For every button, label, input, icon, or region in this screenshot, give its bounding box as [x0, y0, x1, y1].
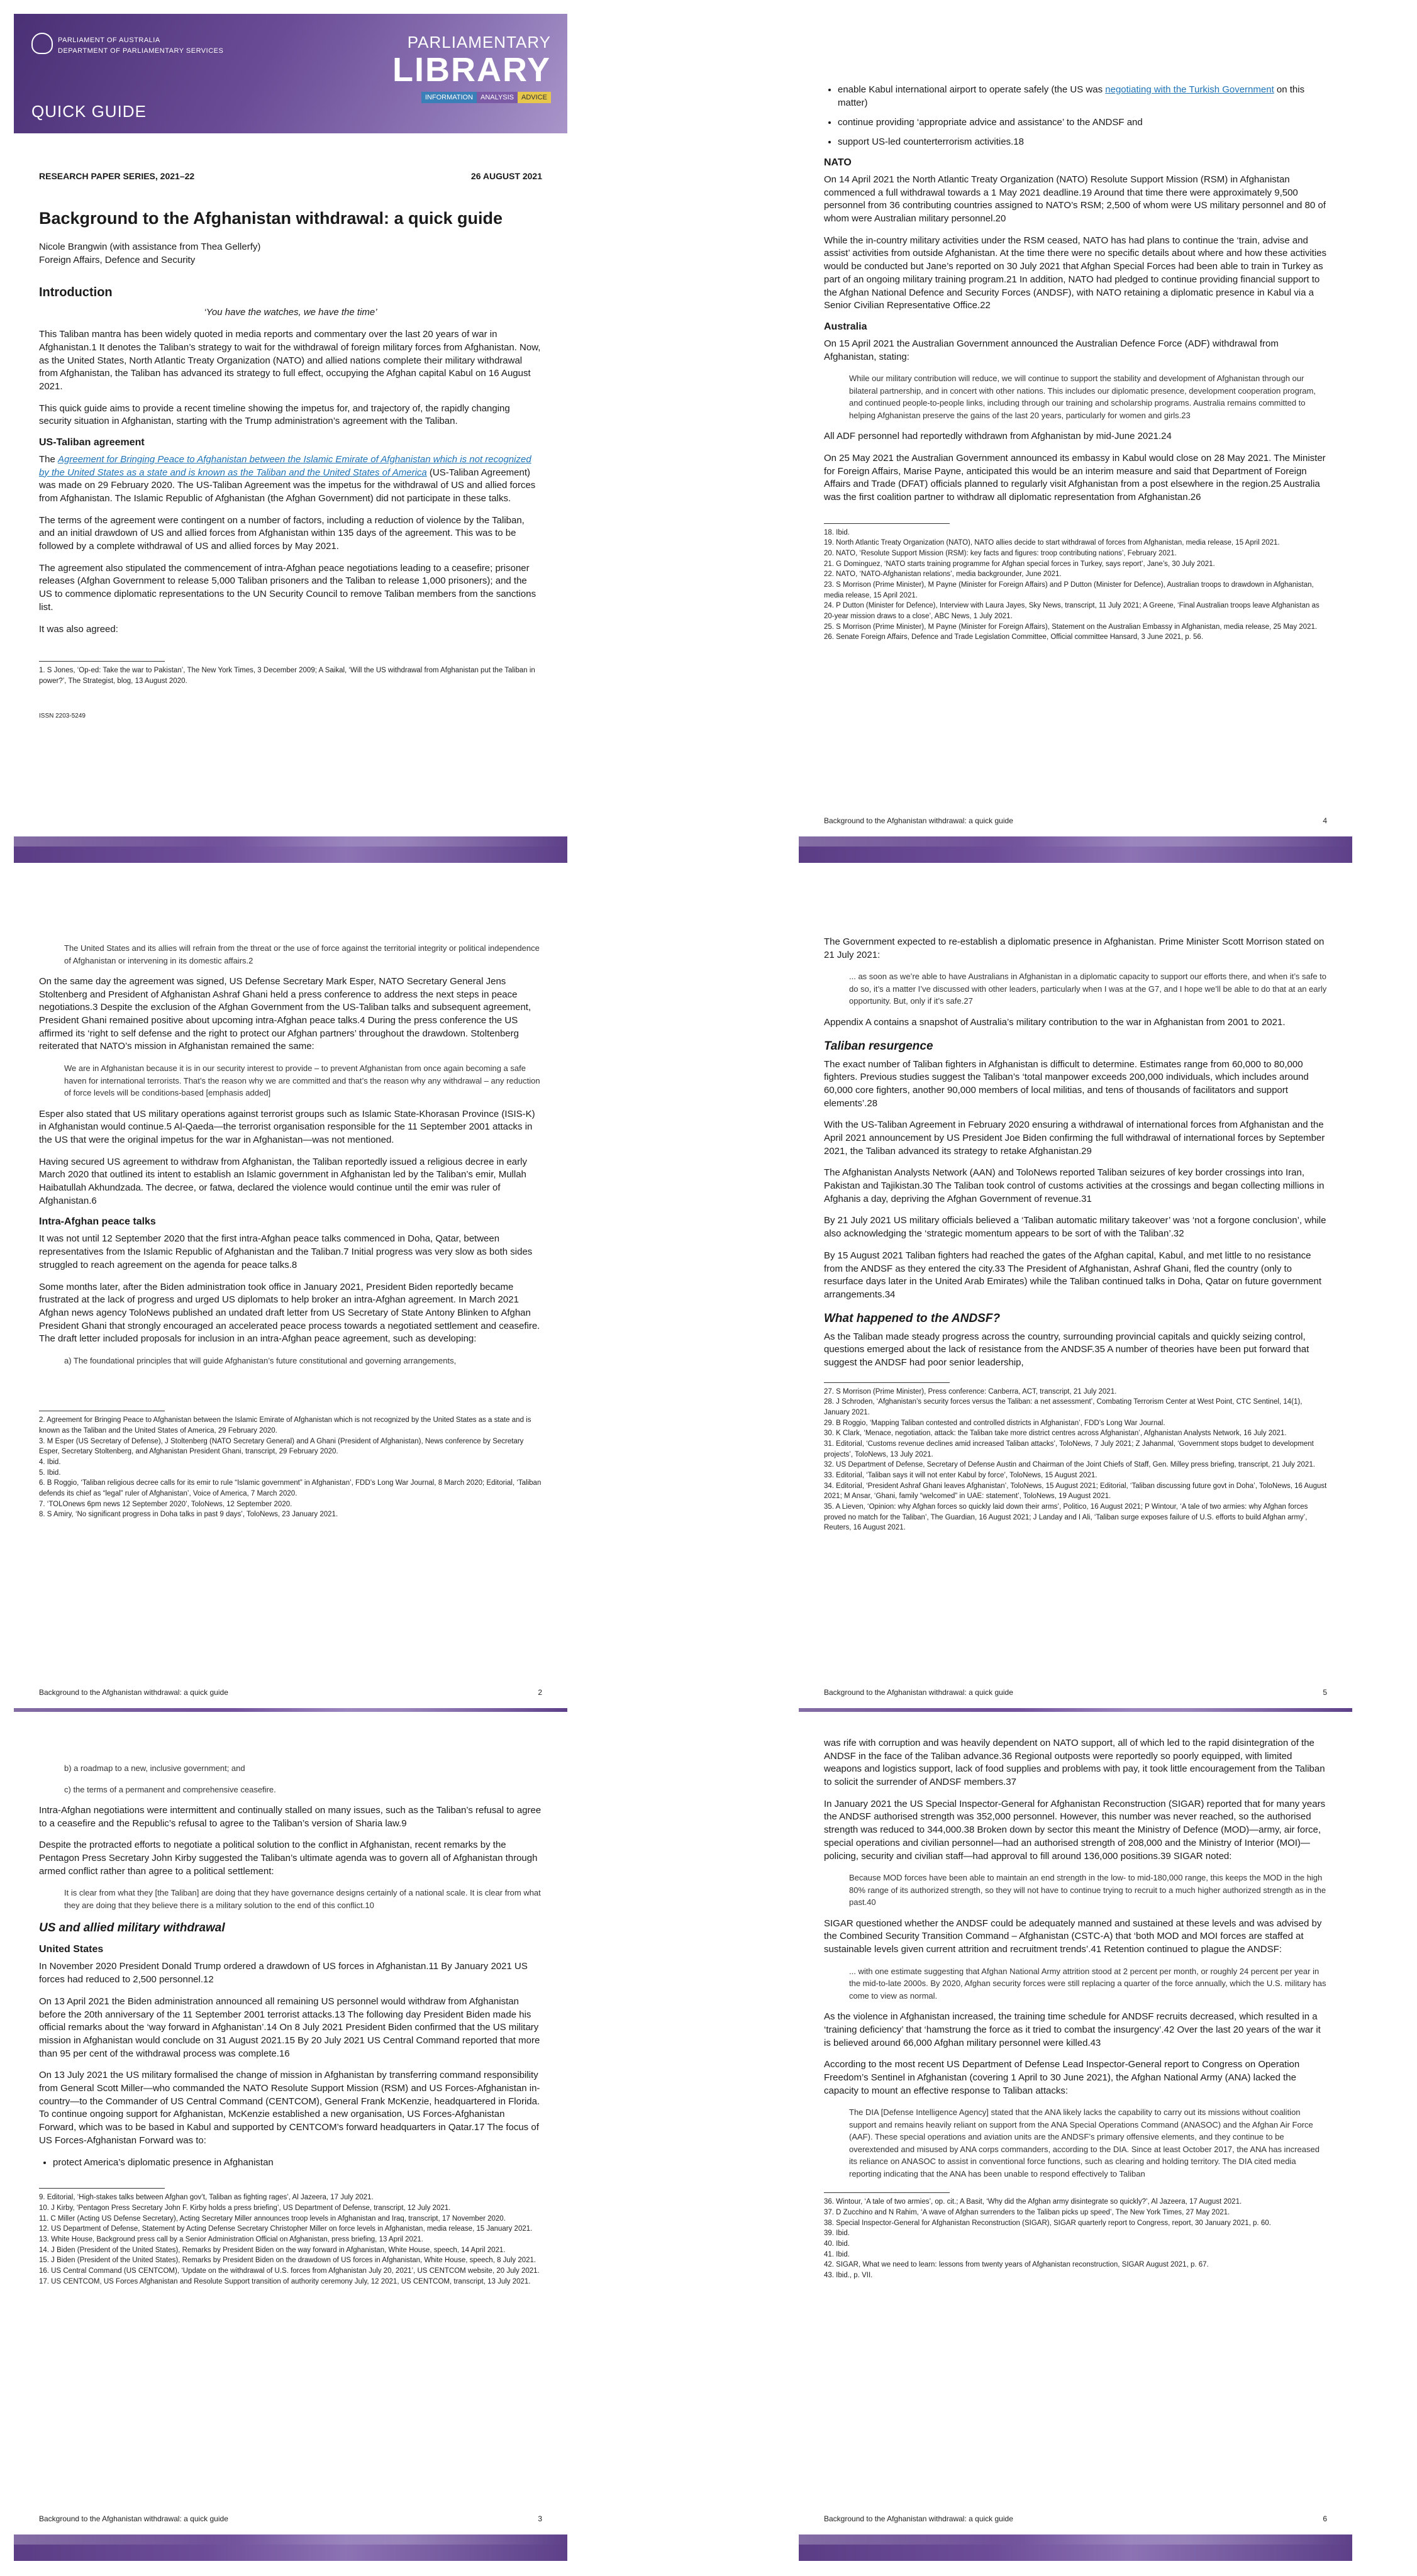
paragraph: By 21 July 2021 US military officials believed a ‘Taliban automatic military takeover’ was ‘not a forgone conclusion’, while also acknowledging the ‘strategic momentum appears to be sort of with the Taliban’.32: [824, 1215, 1326, 1240]
list-item: [838, 83, 1327, 109]
footnote: 17. US CENTCOM, US Forces Afghanistan and Resolute Support transition of authority ceremony July, 12 2021, US CENTCOM, transcript, 13 July 2021.: [39, 2277, 531, 2285]
page-2: [14, 886, 567, 1735]
block-quote: We are in Afghanistan because it is in our security interest to provide – to prevent Afghanistan from once again becoming a safe haven for international terrorists. That’s the reason why we are committed and that’s the reason why any withdrawal – any reduction of force levels will be conditions-based [emphasis added]: [64, 1063, 540, 1098]
paragraph: The Afghanistan Analysts Network (AAN) and ToloNews reported Taliban seizures of key border crossings into Iran, Pakistan and Tajikistan.30 The Taliban took control of customs activities at the crossings and began collecting millions in Afghanis a day, depriving the Afghan Government of revenue.31: [824, 1167, 1325, 1204]
paragraph: By 15 August 2021 Taliban fighters had reached the gates of the Afghan capital, Kabul, and met little to no resistance from the ANDSF as they entered the city.33 The President of Afghanistan, Ashraf Ghani, fled the country (only to resurface days later in the United Arab Emirates) while the Taliban continued talks in Doha, Qatar on future government arrangements.34: [824, 1250, 1321, 1300]
footnote: 18. Ibid.: [824, 528, 850, 536]
section-name: Foreign Affairs, Defence and Security: [39, 254, 196, 265]
block-quote: The United States and its allies will refrain from the threat or the use of force against the territorial integrity or political independence of Afghanistan or intervening in its domestic affairs.2: [64, 943, 540, 965]
footnote: 7. ‘TOLOnews 6pm news 12 September 2020’, ToloNews, 12 September 2020.: [39, 1500, 292, 1508]
paragraph: This quick guide aims to provide a recent timeline showing the impetus for, and trajectory of, the rapidly changing security situation in Afghanistan, starting with the Trump administration’s agreement with the Taliban.: [39, 402, 510, 427]
paragraph: In January 2021 the US Special Inspector-General for Afghanistan Reconstruction (SIGAR) reported that for many years the ANDSF authorised strength was 352,000 personnel. However, this number was never reached, so the authorised strength was reduced to 344,000.38 Broken down by sector this meant the Ministry of Defence (MOD)—army, air force, special operations and civilian personnel—had an authorised strength of 208,000 and the Ministry of Interior (MOI)—policing, security and civilian staff—had approval to fill around 136,000 positions.39 SIGAR noted:: [824, 1798, 1326, 1862]
page-6: [799, 1712, 1352, 2561]
meta-row: [39, 171, 542, 181]
paragraph: On 25 May 2021 the Australian Government announced its embassy in Kabul would close on 28 May 2021. The Minister for Foreign Affairs, Marise Payne, anticipated this would be an interim measure and said that Department of Foreign Affairs and Trade (DFAT) officials planned to regularly visit Afghanistan from a post elsewhere in the region.25 Australia was the first coalition partner to withdraw all diplomatic representation from Afghanistan.26: [824, 452, 1326, 502]
block-quote: ... with one estimate suggesting that Afghan National Army attrition stood at 2 percent per month, or roughly 24 percent per year in the mid-to-late 2000s. By 2020, Afghan security forces were still replacing a quarter of the force annually, which the U.S. military has come to view as normal.: [849, 1966, 1326, 2001]
footnote-rule: [824, 523, 950, 524]
footnote: 2. Agreement for Bringing Peace to Afghanistan between the Islamic Emirate of Afghanistan which is not recognized by the United States as a state and is known as the Taliban and the United States of America, 29 February 2020.: [39, 1416, 531, 1435]
footnote: 30. K Clark, ‘Menace, negotiation, attack: the Taliban take more district centres across Afghanistan’, Afghanistan Analysts Network, 16 July 2021.: [824, 1430, 1287, 1438]
footnote: 25. S Morrison (Prime Minister), M Payne (Minister for Foreign Affairs), Statement on the Australian Embassy in Afghanistan, media release, 25 May 2021.: [824, 623, 1318, 631]
list-item: • continue providing ‘appropriate advice and assistance’ to the ANDSF and: [838, 116, 1327, 129]
block-quote: The DIA [Defense Intelligence Agency] stated that the ANA likely lacks the capability to carry out its missions without coalition support and remains heavily reliant on support from the ANA Special Operations Command (ANASOC) and the Afghan Air Force (AAF). These special operations and aviation units are the ANDSF’s primary offensive elements, and they continue to be overextended and misused by ANA corps commanders, according to the DIA. Since at least October 2017, the ANA has increased its reliance on ANASOC to assist in conventional force functions, such as clearing and holding territory. The DIA cited media reporting indicating that the ANA has been unable to respond effectively to Taliban: [849, 2107, 1320, 2179]
paragraph: All ADF personnel had reportedly withdrawn from Afghanistan by mid-June 2021.24: [824, 431, 1172, 442]
footnote: 39. Ibid.: [824, 2229, 850, 2238]
paragraph: As the violence in Afghanistan increased, the training time schedule for ANDSF recruits decreased, which resulted in a ‘training deficiency’ that ‘hamstrung the force as it tried to combat the insurgency’.42 Over the last 20 years of the war it is believed around 66,000 Afghan military personnel were killed.43: [824, 2011, 1321, 2048]
page-4: [799, 14, 1352, 863]
list-item: b) a roadmap to a new, inclusive government; and: [64, 1763, 245, 1773]
page-number: 5: [1323, 1688, 1327, 1697]
footnote: 23. S Morrison (Prime Minister), M Payne (Minister for Foreign Affairs) and P Dutton (Minister for Defence), Australian troops to drawdown in Afghanistan, media release, 15 April 2021.: [824, 581, 1314, 599]
footnote: 26. Senate Foreign Affairs, Defence and Trade Legislation Committee, Official committee Hansard, 3 June 2021, p. 56.: [824, 633, 1204, 641]
footnote: 5. Ibid.: [39, 1468, 61, 1477]
paragraph: SIGAR questioned whether the ANDSF could be adequately manned and sustained at these levels and was advised by the Combined Security Transition Command – Afghanistan (CSTC-A) that ‘both MOD and MOI forces are staffed at sustainable levels given current attrition and recruitment trends’.41 Retention continued to plague the ANDSF:: [824, 1918, 1322, 1955]
page-number: 2: [538, 1688, 542, 1697]
heading-introduction: Introduction: [39, 286, 113, 300]
heading-australia: Australia: [824, 321, 867, 332]
heading-united-states: United States: [39, 1944, 104, 1955]
footer-title: Background to the Afghanistan withdrawal: a quick guide: [39, 1688, 228, 1697]
footer-band: [799, 2534, 1352, 2561]
heading-taliban-resurgence: Taliban resurgence: [824, 1039, 933, 1053]
footer-band: [14, 2534, 567, 2561]
footnotes: [39, 2192, 542, 2287]
footnote: 33. Editorial, ‘Taliban says it will not enter Kabul by force’, ToloNews, 15 August 2021.: [824, 1472, 1097, 1479]
turkish-government-link[interactable]: negotiating with the Turkish Government: [1105, 84, 1274, 95]
paragraph: Esper also stated that US military operations against terrorist groups such as Islamic State-Khorasan Province (ISIS-K) in Afghanistan would continue.5 Al-Qaeda—the terrorist organisation responsible for the 11 September 2001 attacks in the US that were the original impetus for the war in Afghanistan—was not mentioned.: [39, 1108, 535, 1145]
page-footer: [39, 2514, 542, 2523]
footer-band: [14, 836, 567, 863]
tag-advice: ADVICE: [518, 92, 551, 103]
heading-us-taliban-agreement: US-Taliban agreement: [39, 436, 145, 448]
footnote: 42. SIGAR, What we need to learn: lessons from twenty years of Afghanistan reconstruction, SIGAR August 2021, p. 67.: [824, 2261, 1209, 2269]
paragraph: Intra-Afghan negotiations were intermittent and continually stalled on many issues, such as the Taliban’s refusal to agree to a ceasefire and the Republic’s refusal to agree to the Taliban’s version of Sharia law.9: [39, 1805, 542, 1829]
paragraph: It was not until 12 September 2020 that the first intra-Afghan peace talks commenced in Doha, Qatar, between representatives from the Islamic Republic of Afghanistan and the Taliban.7 Initial progress was very slow as both sides struggled to reach agreement on the agenda for peace talks.8: [39, 1233, 533, 1270]
footnote: 35. A Lieven, ‘Opinion: why Afghan forces so quickly laid down their arms’, Politico, 16 August 2021; P Wintour, ‘A tale of two armies: why Afghan forces proved no match for the Taliban’, The Guardian, 16 August 2021; J Landay and I Ali, ‘Taliban surge exposes failure of U.S. efforts to build Afghan army’, Reuters, 16 August 2021.: [824, 1503, 1308, 1532]
block-quote: Because MOD forces have been able to maintain an end strength in the low- to mid-180,000 range, this keeps the MOD in the high 80% range of its authorized strength, so they will not have to continue trying to recruit to a much higher authorized strength as in the past.40: [849, 1873, 1326, 1907]
bullet-list: [824, 83, 1327, 148]
footnote: 19. North Atlantic Treaty Organization (NATO), NATO allies decide to start withdrawal of forces from Afghanistan, media release, 15 April 2021.: [824, 539, 1280, 547]
footnote: 29. B Roggio, ‘Mapping Taliban contested and controlled districts in Afghanistan’, FDD’s Long War Journal.: [824, 1419, 1165, 1427]
footnote: 36. Wintour, ‘A tale of two armies’, op. cit.; A Basit, ‘Why did the Afghan army disintegrate so quickly?’, Al Jazeera, 17 August 2021.: [824, 2198, 1242, 2206]
footnote: 31. Editorial, ‘Customs revenue declines amid increased Taliban attacks’, ToloNews, 7 July 2021; Z Jahanmal, ‘Government stops budget to development projects’, ToloNews, 13 July 2021.: [824, 1440, 1314, 1458]
date-label: 26 AUGUST 2021: [470, 171, 542, 181]
footnote-rule: [39, 661, 165, 662]
paragraph: On 15 April 2021 the Australian Government announced the Australian Defence Force (ADF) withdrawal from Afghanistan, stating:: [824, 338, 1279, 362]
footnote: 11. C Miller (Acting US Defense Secretary), Acting Secretary Miller announces troop levels in Afghanistan and Iraq, transcript, 17 November 2020.: [39, 2214, 506, 2223]
paragraph: On 13 April 2021 the Biden administration announced all remaining US personnel would withdraw from Afghanistan before the 20th anniversary of the 11 September 2001 terrorist attacks.13 The following day President Biden made his official remarks about the ‘way forward in Afghanistan’.14 On 8 July 2021 President Biden confirmed that the US military mission in Afghanistan would conclude on 31 August 2021.15 By 20 July 2021 US Central Command reported that more than 95 per cent of the withdrawal process was complete.16: [39, 1996, 540, 2059]
footnotes: [824, 2197, 1327, 2280]
footnote: 34. Editorial, ‘President Ashraf Ghani leaves Afghanistan’, ToloNews, 15 August 2021; Editorial, ‘Taliban discussing future govt in Doha’, ToloNews, 16 August 2021; M Ansar, ‘Ghani, family “welcomed” in UAE: statement’, ToloNews, 19 August 2021.: [824, 1482, 1327, 1501]
page-number: 4: [1323, 816, 1327, 825]
paragraph: [39, 453, 542, 506]
paragraph: The agreement also stipulated the commencement of intra-Afghan peace negotiations leading to a ceasefire; prisoner releases (Afghan Government to release 5,000 Taliban prisoners and the Taliban to release 1,000 prisoners); and the US to commence diplomatic representations to the UN Security Council to remove Taliban members from the sanctions list.: [39, 562, 536, 613]
text: on this matter): [838, 84, 1305, 108]
footnote: 15. J Biden (President of the United States), Remarks by President Biden on the drawdown of US forces in Afghanistan, White House, speech, 8 July 2021.: [39, 2257, 536, 2265]
footnote: 14. J Biden (President of the United States), Remarks by President Biden on the way forward in Afghanistan, White House, speech, 14 April 2021.: [39, 2246, 506, 2254]
footnote: 38. Special Inspector-General for Afghanistan Reconstruction (SIGAR), SIGAR quarterly report to Congress, report, 30 January 2021, p. 60.: [824, 2219, 1271, 2227]
footnote: 40. Ibid.: [824, 2240, 850, 2248]
page-1: [14, 14, 567, 863]
paragraph: Having secured US agreement to withdraw from Afghanistan, the Taliban reportedly issued a religious decree in early March 2020 that outlined its intent to establish an Islamic government in Afghanistan led by the Taliban’s emir, Mullah Haibatullah Akhundzada. The decree, or fatwa, declared the violence would continue until the emir was ruler of Afghanistan.6: [39, 1156, 527, 1206]
footnote: 21. G Dominguez, ‘NATO starts training programme for Afghan special forces in Turkey, says report’, Jane’s, 30 July 2021.: [824, 560, 1215, 568]
tag-analysis: ANALYSIS: [477, 92, 518, 103]
paragraph: On the same day the agreement was signed, US Defense Secretary Mark Esper, NATO Secretary General Jens Stoltenberg and President of Afghanistan Ashraf Ghani held a press conference to address the next steps in peace negotiations.3 Despite the exclusion of the Afghan Government from the US-Taliban talks and subsequent agreement, President Ghani remained positive about upcoming intra-Afghan peace talks.4 During the press conference the US affirmed its ‘right to self defense and the right to protect our Afghan partners’ throughout the drawdown. Stoltenberg reiterated that NATO’s mission in Afghanistan remained the same:: [39, 976, 531, 1052]
footer-band: [799, 836, 1352, 863]
footnote: 37. D Zucchino and N Rahim, ‘A wave of Afghan surrenders to the Taliban picks up speed’, The New York Times, 27 May 2021.: [824, 2209, 1230, 2217]
paragraph: The terms of the agreement were contingent on a number of factors, including a reduction of violence by the Taliban, and an initial drawdown of US and allied forces from Afghanistan within 135 days of the agreement. This was to be followed by a complete withdrawal of US and allied forces by May 2021.: [39, 514, 525, 552]
footnote: 28. J Schroden, ‘Afghanistan’s security forces versus the Taliban: a net assessment’, Combating Terrorism Center at West Point, CTC Sentinel, 14(1), January 2021.: [824, 1398, 1303, 1416]
page-footer: [824, 2514, 1327, 2523]
paragraph: As the Taliban made steady progress across the country, surrounding provincial capitals and quickly seizing control, questions emerged about the lack of resistance from the ANDSF.35 A number of theories have been put forward that suggest the ANDSF had poor senior leadership,: [824, 1331, 1309, 1368]
page-3: [14, 1712, 567, 2561]
paragraph: was rife with corruption and was heavily dependent on NATO support, all of which led to the rapid disintegration of the ANDSF in the face of the Taliban advance.36 Regional outposts were reportedly so poorly equipped, with limited weapons and logistics support, lack of food supplies and problems with pay, it took little encouragement from the Taliban to solicit the surrender of ANDSF members.37: [824, 1738, 1325, 1788]
list-item: c) the terms of a permanent and comprehensive ceasefire.: [64, 1784, 276, 1794]
footnote: 9. Editorial, ‘High-stakes talks between Afghan gov’t, Taliban as fighting rages’, Al Jazeera, 17 July 2021.: [39, 2194, 374, 2202]
org-name: [58, 35, 223, 56]
paragraph: Some months later, after the Biden administration took office in January 2021, President Biden reportedly became frustrated at the lack of progress and urged US diplomats to help broker an intra-Afghan agreement. In March 2021 Afghan news agency ToloNews published an undated draft letter from US Secretary of State Antony Blinken to Afghan President Ghani that strongly encouraged an accelerated peace process towards a negotiated settlement and ceasefire. The draft letter included proposals for inclusion in an intra-Afghan peace agreement, such as developing:: [39, 1281, 540, 1345]
heading-nato: NATO: [824, 157, 852, 168]
footnote: 16. US Central Command (US CENTCOM), ‘Update on the withdrawal of U.S. forces from Afghanistan July 20, 2021’, US CENTCOM website, 20 July 2021.: [39, 2267, 540, 2275]
footnote: 27. S Morrison (Prime Minister), Press conference: Canberra, ACT, transcript, 21 July 2021.: [824, 1387, 1117, 1396]
paragraph: In November 2020 President Donald Trump ordered a drawdown of US forces in Afghanistan.11 By January 2021 US forces had reduced to 2,500 personnel.12: [39, 1961, 528, 1985]
footnote: 10. J Kirby, ‘Pentagon Press Secretary John F. Kirby holds a press briefing’, US Department of Defense, transcript, 12 July 2021.: [39, 2204, 451, 2212]
footnotes: [39, 1415, 542, 1520]
org-line-1: PARLIAMENT OF AUSTRALIA: [58, 36, 160, 44]
footer-title: Background to the Afghanistan withdrawal: a quick guide: [39, 2514, 228, 2523]
footnote: 8. S Amiry, ‘No significant progress in Doha talks in past 9 days’, ToloNews, 23 January 2021.: [39, 1511, 338, 1519]
text: (US-Taliban Agreement) was made on 29 February 2020. The US-Taliban Agreement was the impetus for the withdrawal of US and allied forces from Afghanistan. The Islamic Republic of Afghanistan (the Afghan Government) did not participate in these talks.: [39, 467, 536, 504]
footer-title: Background to the Afghanistan withdrawal: a quick guide: [824, 816, 1013, 825]
author: Nicole Brangwin (with assistance from Thea Gellerfy): [39, 242, 261, 253]
footnote: 20. NATO, ‘Resolute Support Mission (RSM): key facts and figures: troop contributing nations’, February 2021.: [824, 550, 1177, 558]
text: enable Kabul international airport to operate safely (the US was: [838, 84, 1106, 95]
paragraph: On 13 July 2021 the US military formalised the change of mission in Afghanistan by transferring command responsibility from General Scott Miller—who commanded the NATO Resolute Support Mission (RSM) and US Forces-Afghanistan in-country—to the Commander of US Central Command (CENTCOM), General Frank McKenzie, headquartered in Florida. To continue ongoing support for Afghanistan, McKenzie established a new organisation, US Forces-Afghanistan Forward, which was to be based in Kabul and supported by CENTCOM’s forward headquarters in Qatar.17 The focus of US Forces-Afghanistan Forward was to:: [39, 2070, 540, 2146]
page-footer: [39, 1688, 542, 1697]
footer-title: Background to the Afghanistan withdrawal: a quick guide: [824, 1688, 1013, 1697]
paragraph: According to the most recent US Department of Defense Lead Inspector-General report to Congress on Operation Freedom’s Sentinel in Afghanistan (covering 1 April to 30 June 2021), the Afghan National Army (ANA) lacked the capacity to mount an effective response to Taliban attacks:: [824, 2059, 1300, 2096]
tag-information: INFORMATION: [421, 92, 477, 103]
header-banner: [14, 14, 567, 133]
paragraph: It was also agreed:: [39, 623, 118, 635]
footnote-rule: [824, 2192, 950, 2193]
list-item: • protect America’s diplomatic presence in Afghanistan: [53, 2156, 542, 2169]
brand-line-1: PARLIAMENTARY: [407, 33, 551, 52]
page-5: [799, 886, 1352, 1735]
footnote: 12. US Department of Defense, Statement by Acting Defense Secretary Christopher Miller on force levels in Afghanistan, media release, 15 January 2021.: [39, 2225, 533, 2233]
page-number: 3: [538, 2514, 542, 2523]
heading-what-happened-andsf: What happened to the ANDSF?: [824, 1311, 1001, 1325]
issn: ISSN 2203-5249: [39, 712, 86, 719]
org-line-2: DEPARTMENT OF PARLIAMENTARY SERVICES: [58, 47, 224, 55]
footnote: 24. P Dutton (Minister for Defence), Interview with Laura Jayes, Sky News, transcript, 11 July 2021; A Greene, ‘Final Australian troops leave Afghanistan as 20-year mission draws to a close’, ABC News, 1 July 2021.: [824, 602, 1320, 621]
footer-title: Background to the Afghanistan withdrawal: a quick guide: [824, 2514, 1013, 2523]
paragraph: The exact number of Taliban fighters in Afghanistan is difficult to determine. Estimates range from 60,000 to 80,000 fighters. Previous studies suggest the Taliban’s ‘total manpower exceeds 200,000 individuals, which includes around 60,000 core fighters, another 90,000 members of local militias, and tens of thousands of facilitators and support elements’.28: [824, 1058, 1309, 1109]
footnote: 43. Ibid., p. VII.: [824, 2272, 873, 2280]
crest-icon: [31, 33, 53, 54]
document-title: Background to the Afghanistan withdrawal: a quick guide: [39, 209, 503, 228]
block-quote: While our military contribution will reduce, we will continue to support the stability and development of Afghanistan through our bilateral partnership, and in concert with other nations. This includes our diplomatic presence, development cooperation program, and continued people-to-people links, including through our training and scholarship programs. Australia remains committed to helping Afghanistan preserve the gains of the last 20 years, particularly for women and girls.23: [849, 374, 1316, 420]
footnote: 1. S Jones, ‘Op-ed: Take the war to Pakistan’, The New York Times, 3 December 2009; A Saikal, ‘Will the US withdrawal from Afghanistan put the Taliban in power?’, The Strategist, blog, 13 August 2020.: [39, 667, 535, 685]
paragraph: While the in-country military activities under the RSM ceased, NATO has had plans to continue the ‘train, advise and assist’ activities from outside Afghanistan. At the time there were no specific details about where and how these activities would be conducted but Jane’s reported on 30 July 2021 that Afghan Special Forces had been able to train in Turkey as part of an ongoing military training program.21 In addition, NATO had pledged to continue providing financial support to the Afghan National Defence and Security Forces (ANDSF), with NATO retaining a diplomatic presence in Kabul via a Senior Civilian Representative Office.22: [824, 235, 1327, 311]
paragraph: Appendix A contains a snapshot of Australia’s military contribution to the war in Afghanistan from 2001 to 2021.: [824, 1016, 1286, 1028]
footnote-rule: [824, 1382, 950, 1383]
paragraph: Despite the protracted efforts to negotiate a political solution to the conflict in Afghanistan, recent remarks by the Pentagon Press Secretary John Kirby suggested the Taliban’s ultimate agenda was to govern all of Afghanistan through armed conflict rather than agree to a political settlement:: [39, 1840, 538, 1877]
footnote: 22. NATO, ‘NATO-Afghanistan relations’, media backgrounder, June 2021.: [824, 570, 1062, 579]
text: The: [39, 453, 58, 465]
page-footer: [824, 816, 1327, 825]
paragraph: On 14 April 2021 the North Atlantic Treaty Organization (NATO) Resolute Support Mission (RSM) in Afghanistan commenced a full withdrawal towards a 1 May 2021 deadline.19 Around that time there were approximately 9,500 personnel from 36 contributing countries assigned to NATO’s RSM; 2,500 of whom were US military personnel and 80 of whom were Australian military personnel.20: [824, 174, 1326, 225]
paragraph: This Taliban mantra has been widely quoted in media reports and commentary over the last 20 years of war in Afghanistan.1 It denotes the Taliban’s strategy to wait for the withdrawal of foreign military forces from Afghanistan. Now, as the United States, North Atlantic Treaty Organization (NATO) and allied nations complete their military withdrawal from Afghanistan, the Taliban has advanced its strategy to full effect, occupying the Afghan capital Kabul on 16 August 2021.: [39, 329, 541, 392]
page-number: 6: [1323, 2514, 1327, 2523]
epigraph: ‘You have the watches, we have the time’: [204, 307, 377, 318]
footnote: 3. M Esper (US Secretary of Defense), J Stoltenberg (NATO Secretary General) and A Ghani (President of Afghanistan), News conference by Secretary Esper, Secretary Stoltenberg, and Afghanistan President Ghani, transcript, 29 February 2020.: [39, 1437, 524, 1456]
paragraph: The Government expected to re-establish a diplomatic presence in Afghanistan. Prime Minister Scott Morrison stated on 21 July 2021:: [824, 936, 1325, 960]
brand-tags: [421, 92, 551, 103]
series-label: RESEARCH PAPER SERIES, 2021–22: [39, 171, 195, 181]
footnote: 6. B Roggio, ‘Taliban religious decree calls for its emir to rule “Islamic government” in Afghanistan’, FDD’s Long War Journal, 8 March 2020; Editorial, ‘Taliban defends its chief as “legal” ruler of Afghanistan’, Voice of America, 7 March 2020.: [39, 1479, 542, 1498]
footnote: 13. White House, Background press call by a Senior Administration Official on Afghanistan, press briefing, 13 April 2021.: [39, 2236, 423, 2244]
paragraph: With the US-Taliban Agreement in February 2020 ensuring a withdrawal of international forces from Afghanistan and the April 2021 announcement by US President Joe Biden confirming the full withdrawal of international forces by September 2021, the Taliban advanced its strategy to retake Afghanistan.29: [824, 1119, 1325, 1157]
heading-us-allied-withdrawal: US and allied military withdrawal: [39, 1921, 225, 1935]
block-quote: ... as soon as we’re able to have Australians in Afghanistan in a diplomatic capacity to support our efforts there, and when it’s safe to do so, it’s a matter I’ve discussed with other leaders, particularly when I was at the G7, and I hope we’ll be able to do that at an early opportunity. But, only if it’s safe.27: [849, 972, 1327, 1006]
list-item: • support US-led counterterrorism activities.18: [838, 135, 1327, 148]
agreement-link[interactable]: Agreement for Bringing Peace to Afghanistan between the Islamic Emirate of Afghanistan which is not recognized by the United States as a state and is known as the Taliban and the United States of America: [39, 453, 531, 478]
block-quote: It is clear from what they [the Taliban] are doing that they have governance designs certainly of a national scale. It is clear from what they are doing that they believe there is a military solution to the end of this conflict.10: [64, 1888, 541, 1910]
footnote: 41. Ibid.: [824, 2250, 850, 2258]
list-item: a) The foundational principles that will guide Afghanistan’s future constitutional and governing arrangements,: [64, 1355, 457, 1365]
footnote: 32. US Department of Defense, Secretary of Defense Austin and Chairman of the Joint Chiefs of Staff, Gen. Milley press briefing, transcript, 21 July 2021.: [824, 1461, 1315, 1469]
footnote: 4. Ibid.: [39, 1458, 61, 1467]
brand-line-2: LIBRARY: [392, 51, 551, 89]
footnotes: [824, 528, 1327, 643]
footnotes: [824, 1387, 1327, 1533]
page-footer: [824, 1688, 1327, 1697]
bullet-list: [39, 2156, 542, 2169]
quick-guide-label: QUICK GUIDE: [31, 102, 147, 121]
heading-intra-afghan-peace-talks: Intra-Afghan peace talks: [39, 1216, 156, 1228]
footnote-rule: [39, 2188, 165, 2189]
